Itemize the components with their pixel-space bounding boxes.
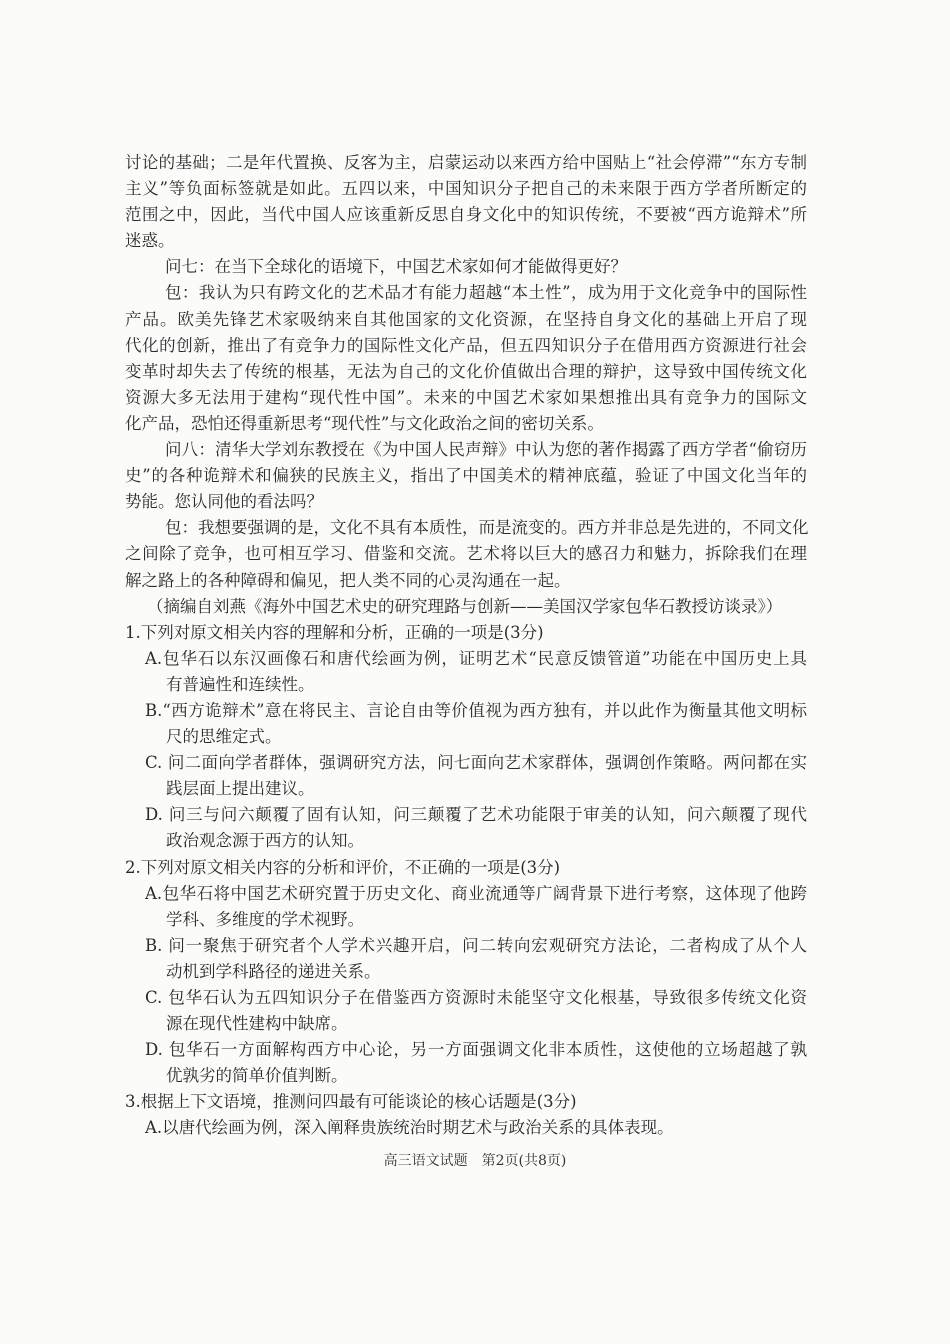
interview-answer-line: 变革时却失去了传统的根基，无法为自己的文化价值做出合理的辩护，这导致中国传统文化 <box>125 361 807 381</box>
paragraph-line: 主义”等负面标签就是如此。五四以来，中国知识分子把自己的未来限于西方学者所断定的 <box>125 179 807 199</box>
answer-option-line: A.以唐代绘画为例，深入阐释贵族统治时期艺术与政治关系的具体表现。 <box>145 1118 674 1138</box>
page-footer: 高三语文试题 第2页(共8页) <box>383 1153 567 1169</box>
interview-question-line: 问八：清华大学刘东教授在《为中国人民声辩》中认为您的著作揭露了西方学者“偷窃历 <box>165 440 807 460</box>
interview-answer-line: 之间除了竞争，也可相互学习、借鉴和交流。艺术将以巨大的感召力和魅力，拆除我们在理 <box>125 544 807 564</box>
question-stem: 3.根据上下文语境，推测问四最有可能谈论的核心话题是(3分) <box>125 1092 577 1112</box>
interview-question-line: 问七：在当下全球化的语境下，中国艺术家如何才能做得更好？ <box>165 257 627 277</box>
interview-answer-line: 资源大多无法用于建构“现代性中国”。未来的中国艺术家如果想推出具有竞争力的国际文 <box>125 387 807 407</box>
answer-option-line: 优孰劣的简单价值判断。 <box>166 1066 348 1086</box>
answer-option-line: C. 包华石认为五四知识分子在借鉴西方资源时未能坚守文化根基，导致很多传统文化资 <box>145 988 807 1007</box>
source-citation: （摘编自刘燕《海外中国艺术史的研究理路与创新——美国汉学家包华石教授访谈录》） <box>147 596 783 616</box>
paragraph-line: 范围之中，因此，当代中国人应该重新反思自身文化中的知识传统，不要被“西方诡辩术”所 <box>125 205 807 225</box>
paragraph-line: 讨论的基础；二是年代置换、反客为主，启蒙运动以来西方给中国贴上“社会停滞”“东方专制 <box>125 153 807 172</box>
interview-answer-line: 包：我想要强调的是，文化不具有本质性，而是流变的。西方并非总是先进的，不同文化 <box>165 518 809 538</box>
answer-option-line: C. 问二面向学者群体，强调研究方法，问七面向艺术家群体，强调创作策略。两问都在实 <box>145 753 807 773</box>
answer-option-line: B.“西方诡辩术”意在将民主、言论自由等价值视为西方独有，并以此作为衡量其他文明标 <box>145 700 807 720</box>
answer-option-line: B. 问一聚焦于研究者个人学术兴趣开启，问二转向宏观研究方法论，二者构成了从个人 <box>145 935 807 955</box>
answer-option-line: D. 包华石一方面解构西方中心论，另一方面强调文化非本质性，这使他的立场超越了孰 <box>145 1040 807 1060</box>
page-content <box>125 150 807 1142</box>
interview-answer-line: 化产品，恐怕还得重新思考“现代性”与文化政治之间的密切关系。 <box>125 413 604 433</box>
interview-answer-line: 解之路上的各种障碍和偏见，把人类不同的心灵沟通在一起。 <box>125 570 571 590</box>
answer-option-line: 尺的思维定式。 <box>166 727 282 747</box>
answer-option-line: 动机到学科路径的递进关系。 <box>166 961 381 981</box>
interview-question-line: 势能。您认同他的看法吗？ <box>125 492 323 512</box>
paragraph-line: 迷惑。 <box>125 231 175 251</box>
answer-option-line: 源在现代性建构中缺席。 <box>166 1014 348 1034</box>
answer-option-line: A.包华石将中国艺术研究置于历史文化、商业流通等广阔背景下进行考察，这体现了他跨 <box>145 883 807 903</box>
answer-option-line: A.包华石以东汉画像石和唐代绘画为例，证明艺术“民意反馈管道”功能在中国历史上具 <box>145 648 807 668</box>
answer-option-line: 学科、多维度的学术视野。 <box>166 909 364 929</box>
interview-answer-line: 代化的创新，推出了有竞争力的国际性文化产品，但五四知识分子在借用西方资源进行社会 <box>125 335 807 355</box>
interview-question-line: 史”的各种诡辩术和偏狭的民族主义，指出了中国美术的精神底蕴，验证了中国文化当年的 <box>125 466 807 486</box>
answer-option-line: 政治观念源于西方的认知。 <box>166 831 364 851</box>
question-stem: 1.下列对原文相关内容的理解和分析，正确的一项是(3分) <box>125 622 544 642</box>
interview-answer-line: 产品。欧美先锋艺术家吸纳来自其他国家的文化资源，在坚持自身文化的基础上开启了现 <box>125 309 807 329</box>
question-stem: 2.下列对原文相关内容的分析和评价，不正确的一项是(3分) <box>125 857 561 877</box>
answer-option-line: D. 问三与问六颠覆了固有认知，问三颠覆了艺术功能限于审美的认知，问六颠覆了现代 <box>145 805 807 825</box>
interview-answer-line: 包：我认为只有跨文化的艺术品才有能力超越“本土性”，成为用于文化竞争中的国际性 <box>165 283 807 303</box>
answer-option-line: 践层面上提出建议。 <box>166 779 315 799</box>
answer-option-line: 有普遍性和连续性。 <box>166 674 315 694</box>
